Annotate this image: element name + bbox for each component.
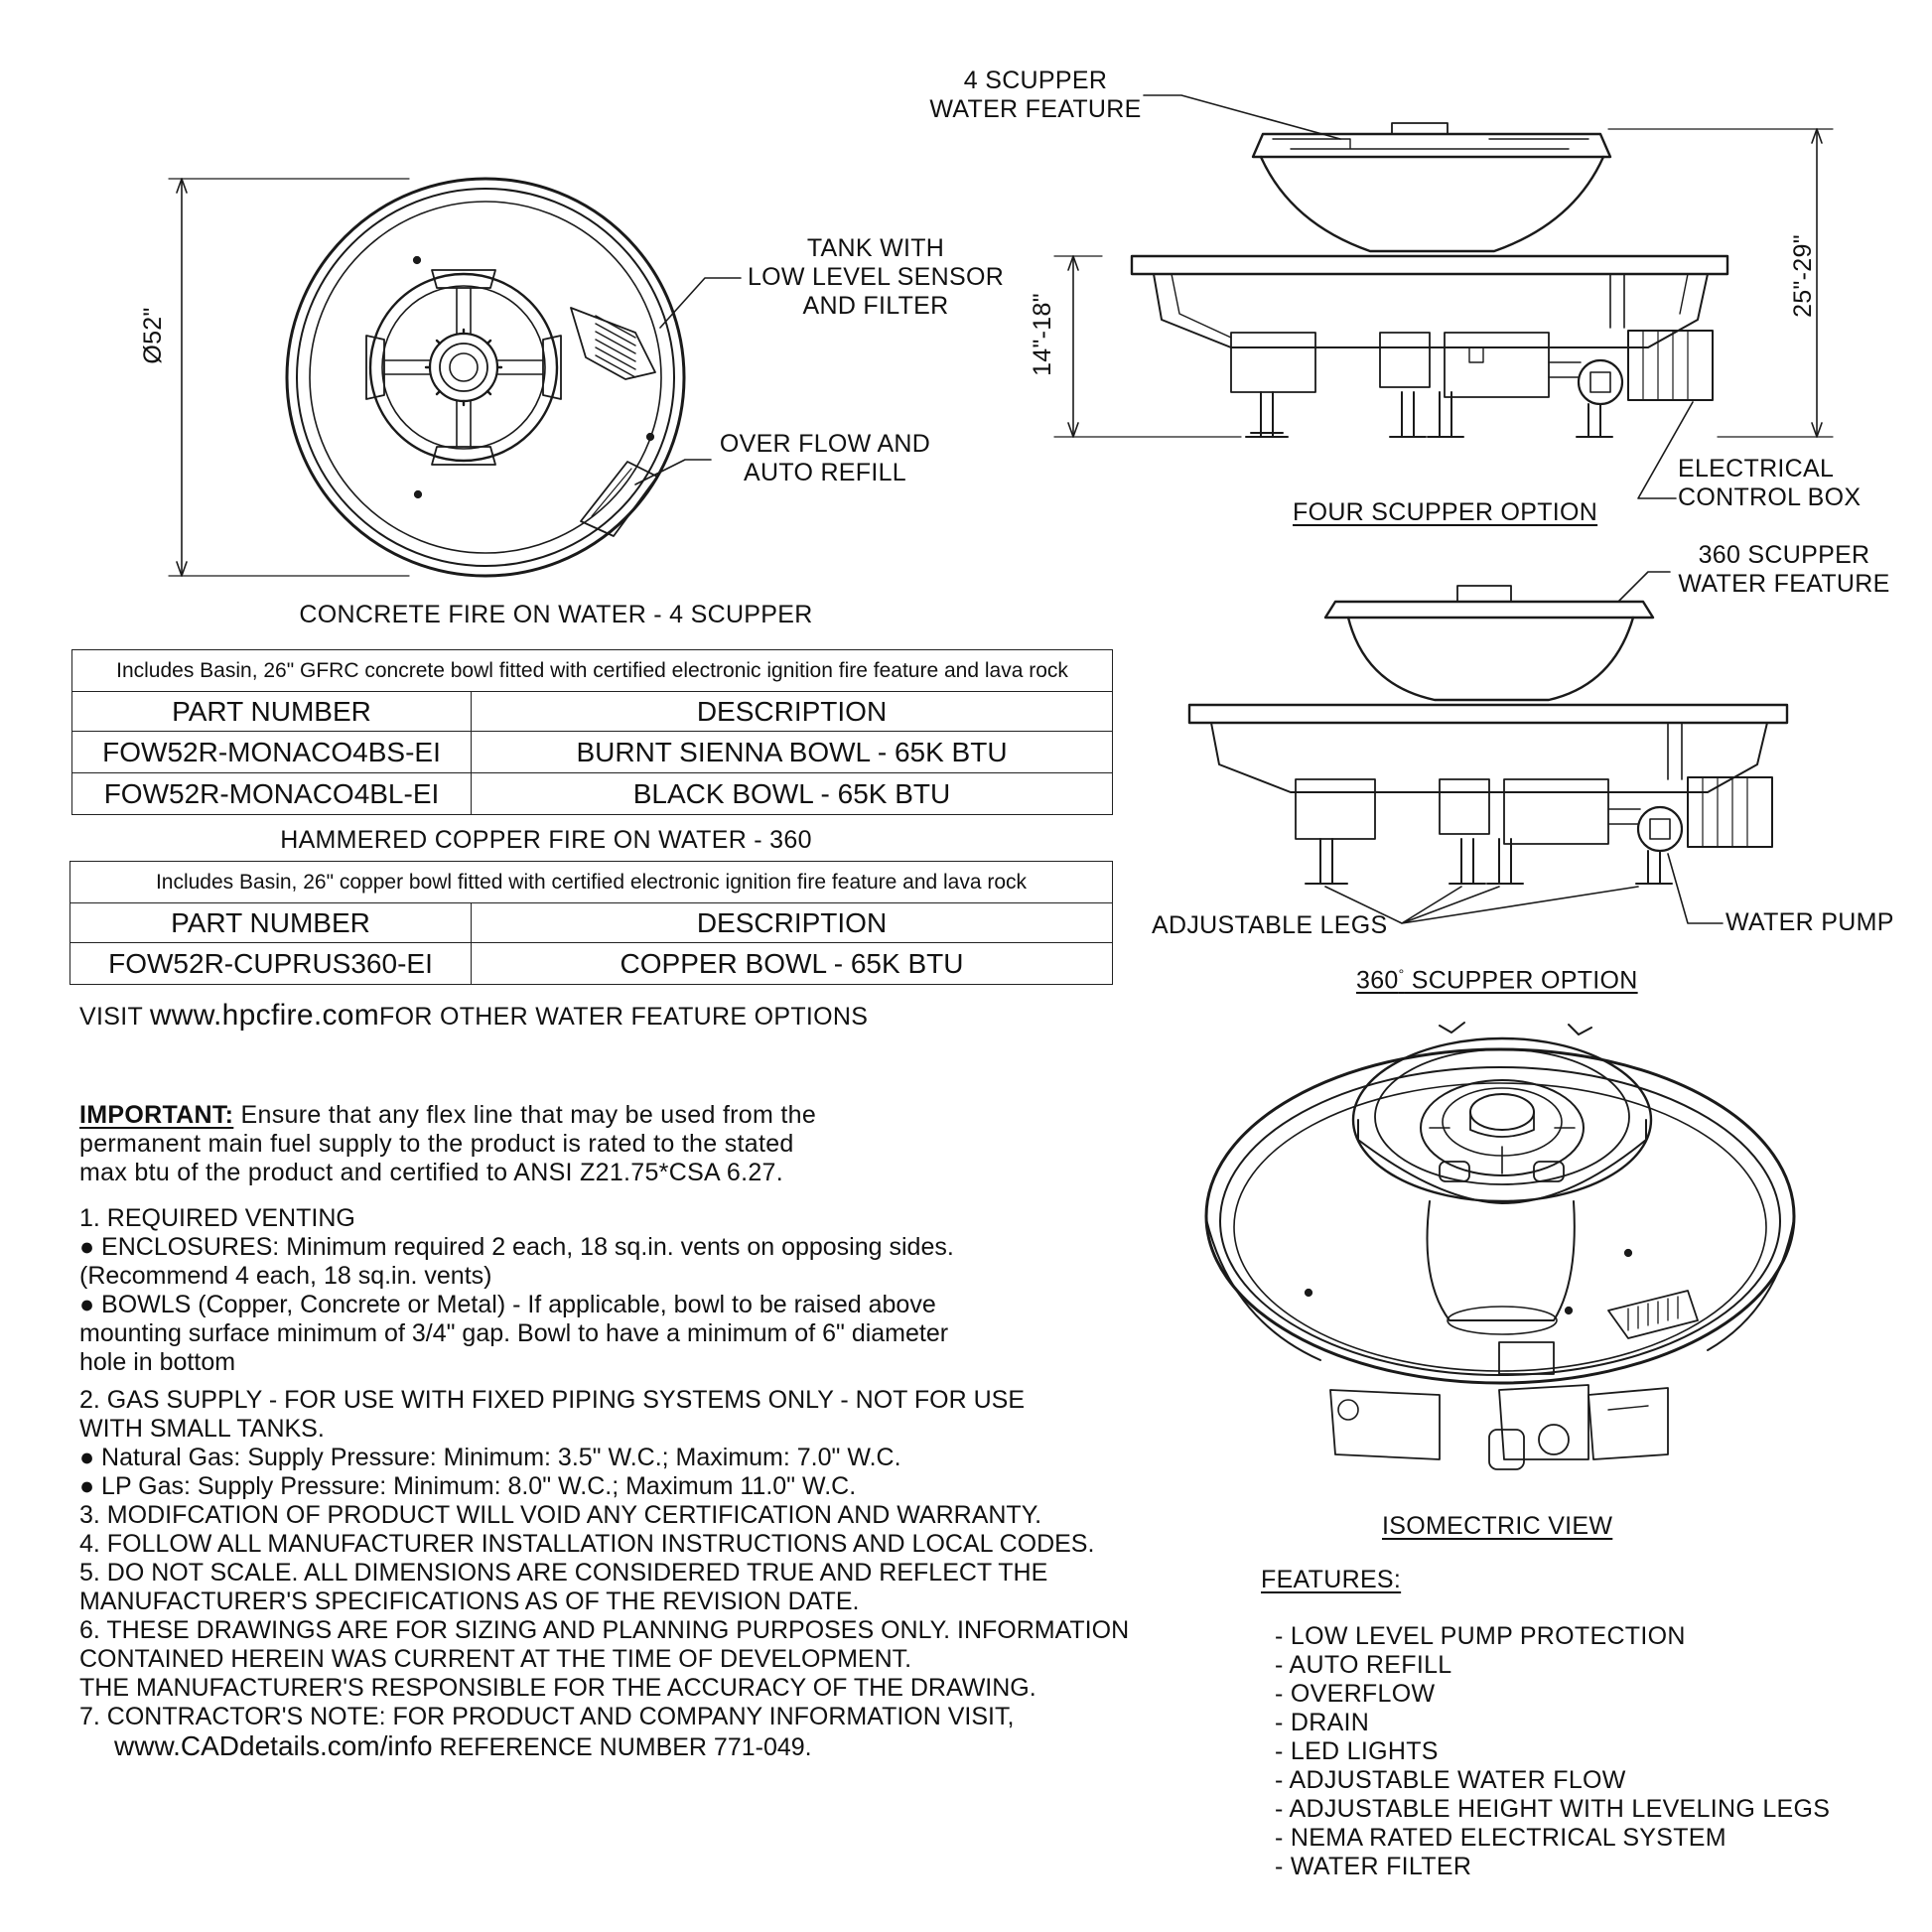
- visit-prefix: VISIT: [79, 1003, 150, 1031]
- caddetails-link[interactable]: www.CADdetails.com/info: [114, 1730, 433, 1761]
- short-height-dimension: 14"-18": [1029, 293, 1056, 376]
- feature-item: - DRAIN: [1275, 1709, 1370, 1736]
- feature-item: - LOW LEVEL PUMP PROTECTION: [1275, 1622, 1686, 1650]
- electrical-label-line: ELECTRICAL: [1678, 455, 1835, 483]
- overflow-label-line: AUTO REFILL: [744, 459, 906, 486]
- electrical-label-line: CONTROL BOX: [1678, 483, 1862, 511]
- note-line: 7. CONTRACTOR'S NOTE: FOR PRODUCT AND COMPANY INFORMATION VISIT,: [79, 1703, 1015, 1730]
- table-row: [70, 943, 1113, 985]
- four-scupper-caption: FOUR SCUPPER OPTION: [1293, 498, 1598, 526]
- column-header-description: DESCRIPTION: [472, 903, 1113, 943]
- pump-leader: [1668, 854, 1723, 923]
- features-list: [1261, 1566, 1830, 1881]
- feature-label-line: 4 SCUPPER: [963, 67, 1108, 94]
- feature-item: - WATER FILTER: [1275, 1853, 1472, 1880]
- four-scupper-leader: [1144, 95, 1340, 139]
- note-line: 1. REQUIRED VENTING: [79, 1204, 355, 1232]
- caption-text: SCUPPER OPTION: [1404, 966, 1638, 995]
- degree-symbol: °: [1398, 966, 1405, 982]
- includes-note: Includes Basin, 26" GFRC concrete bowl fitted with certified electronic ignition fire feature and lava rock: [72, 650, 1113, 692]
- isometric-view: [1206, 1023, 1794, 1469]
- column-header-description: DESCRIPTION: [472, 692, 1113, 732]
- tank-label: [737, 234, 1015, 321]
- scupper-360-caption: [1356, 960, 1638, 995]
- scupper-360-feature-label: [1672, 541, 1896, 599]
- features-heading: FEATURES:: [1261, 1566, 1402, 1593]
- note-line: 2. GAS SUPPLY - FOR USE WITH FIXED PIPING SYSTEMS ONLY - NOT FOR USE: [79, 1386, 1026, 1414]
- copper-parts-table: [69, 861, 1113, 985]
- feature-item: - NEMA RATED ELECTRICAL SYSTEM: [1275, 1824, 1726, 1852]
- part-number-cell: FOW52R-MONACO4BS-EI: [72, 732, 472, 773]
- part-number-cell: FOW52R-MONACO4BL-EI: [72, 773, 472, 815]
- important-text: permanent main fuel supply to the product is rated to the stated: [79, 1130, 794, 1158]
- note-line: hole in bottom: [79, 1348, 236, 1376]
- visit-suffix: FOR OTHER WATER FEATURE OPTIONS: [379, 1003, 869, 1031]
- note-line: WITH SMALL TANKS.: [79, 1415, 325, 1443]
- visit-line: [79, 1001, 868, 1032]
- adjustable-legs-label: ADJUSTABLE LEGS: [1152, 911, 1388, 939]
- scupper-360-leader: [1618, 572, 1670, 602]
- table-row: [72, 773, 1113, 815]
- column-header-part: PART NUMBER: [70, 903, 472, 943]
- description-cell: BLACK BOWL - 65K BTU: [472, 773, 1113, 815]
- note-line: THE MANUFACTURER'S RESPONSIBLE FOR THE ACCURACY OF THE DRAWING.: [79, 1674, 1036, 1702]
- includes-note: Includes Basin, 26" copper bowl fitted with certified electronic ignition fire feature and lava rock: [70, 862, 1113, 903]
- column-header-part: PART NUMBER: [72, 692, 472, 732]
- table-row: [72, 732, 1113, 773]
- description-cell: BURNT SIENNA BOWL - 65K BTU: [472, 732, 1113, 773]
- important-block: [79, 1101, 816, 1187]
- part-number-cell: FOW52R-CUPRUS360-EI: [70, 943, 472, 985]
- four-scupper-elevation: [1054, 123, 1833, 437]
- water-pump-label: WATER PUMP: [1725, 908, 1894, 936]
- electrical-control-box-label: [1678, 455, 1861, 512]
- tank-leader: [660, 278, 741, 328]
- scupper-360-elevation: [1189, 586, 1787, 884]
- feature-item: - ADJUSTABLE HEIGHT WITH LEVELING LEGS: [1275, 1795, 1831, 1823]
- note-line: mounting surface minimum of 3/4" gap. Bowl to have a minimum of 6" diameter: [79, 1319, 949, 1347]
- tall-height-dimension: 25"-29": [1789, 234, 1817, 318]
- copper-title: HAMMERED COPPER FIRE ON WATER - 360: [280, 826, 812, 854]
- tank-label-line: TANK WITH: [806, 234, 945, 262]
- important-text: Ensure that any flex line that may be used from the: [233, 1101, 817, 1129]
- four-scupper-feature-label: [923, 67, 1148, 124]
- caption-number: 360: [1356, 966, 1399, 995]
- feature-label-line: WATER FEATURE: [1678, 570, 1890, 598]
- note-line: 5. DO NOT SCALE. ALL DIMENSIONS ARE CONSIDERED TRUE AND REFLECT THE: [79, 1559, 1048, 1587]
- note-line: MANUFACTURER'S SPECIFICATIONS AS OF THE REVISION DATE.: [79, 1587, 860, 1615]
- note-line: ● ENCLOSURES: Minimum required 2 each, 18 sq.in. vents on opposing sides.: [79, 1233, 954, 1261]
- note-line: 6. THESE DRAWINGS ARE FOR SIZING AND PLANNING PURPOSES ONLY. INFORMATION: [79, 1616, 1130, 1644]
- important-text: max btu of the product and certified to ANSI Z21.75*CSA 6.27.: [79, 1159, 783, 1186]
- feature-item: - ADJUSTABLE WATER FLOW: [1275, 1766, 1626, 1794]
- feature-item: - AUTO REFILL: [1275, 1651, 1452, 1679]
- diameter-dimension-label: Ø52": [139, 307, 167, 364]
- top-plan-view: [169, 179, 684, 576]
- reference-number: REFERENCE NUMBER 771-049.: [432, 1733, 812, 1761]
- concrete-title: CONCRETE FIRE ON WATER - 4 SCUPPER: [299, 601, 813, 628]
- concrete-parts-table: [71, 649, 1113, 815]
- hpcfire-link[interactable]: www.hpcfire.com: [149, 999, 380, 1032]
- note-line: 3. MODIFCATION OF PRODUCT WILL VOID ANY CERTIFICATION AND WARRANTY.: [79, 1501, 1042, 1529]
- isometric-caption: ISOMECTRIC VIEW: [1382, 1512, 1613, 1540]
- note-line: (Recommend 4 each, 18 sq.in. vents): [79, 1262, 492, 1290]
- important-heading: IMPORTANT:: [79, 1101, 234, 1129]
- note-line: CONTAINED HEREIN WAS CURRENT AT THE TIME OF DEVELOPMENT.: [79, 1645, 912, 1673]
- description-cell: COPPER BOWL - 65K BTU: [472, 943, 1113, 985]
- overflow-label: [711, 430, 939, 487]
- tank-label-line: LOW LEVEL SENSOR: [747, 263, 1005, 291]
- note-line: ● Natural Gas: Supply Pressure: Minimum: 3.5" W.C.; Maximum: 7.0" W.C.: [79, 1444, 901, 1471]
- notes-list: [79, 1204, 1129, 1762]
- note-line: ● LP Gas: Supply Pressure: Minimum: 8.0" W.C.; Maximum 11.0" W.C.: [79, 1472, 857, 1500]
- tank-label-line: AND FILTER: [802, 292, 949, 320]
- feature-label-line: WATER FEATURE: [929, 95, 1142, 123]
- feature-item: - LED LIGHTS: [1275, 1737, 1439, 1765]
- note-line: ● BOWLS (Copper, Concrete or Metal) - If applicable, bowl to be raised above: [79, 1291, 936, 1318]
- feature-item: - OVERFLOW: [1275, 1680, 1436, 1708]
- overflow-label-line: OVER FLOW AND: [719, 430, 931, 458]
- feature-label-line: 360 SCUPPER: [1698, 541, 1870, 569]
- note-line: 4. FOLLOW ALL MANUFACTURER INSTALLATION INSTRUCTIONS AND LOCAL CODES.: [79, 1530, 1095, 1558]
